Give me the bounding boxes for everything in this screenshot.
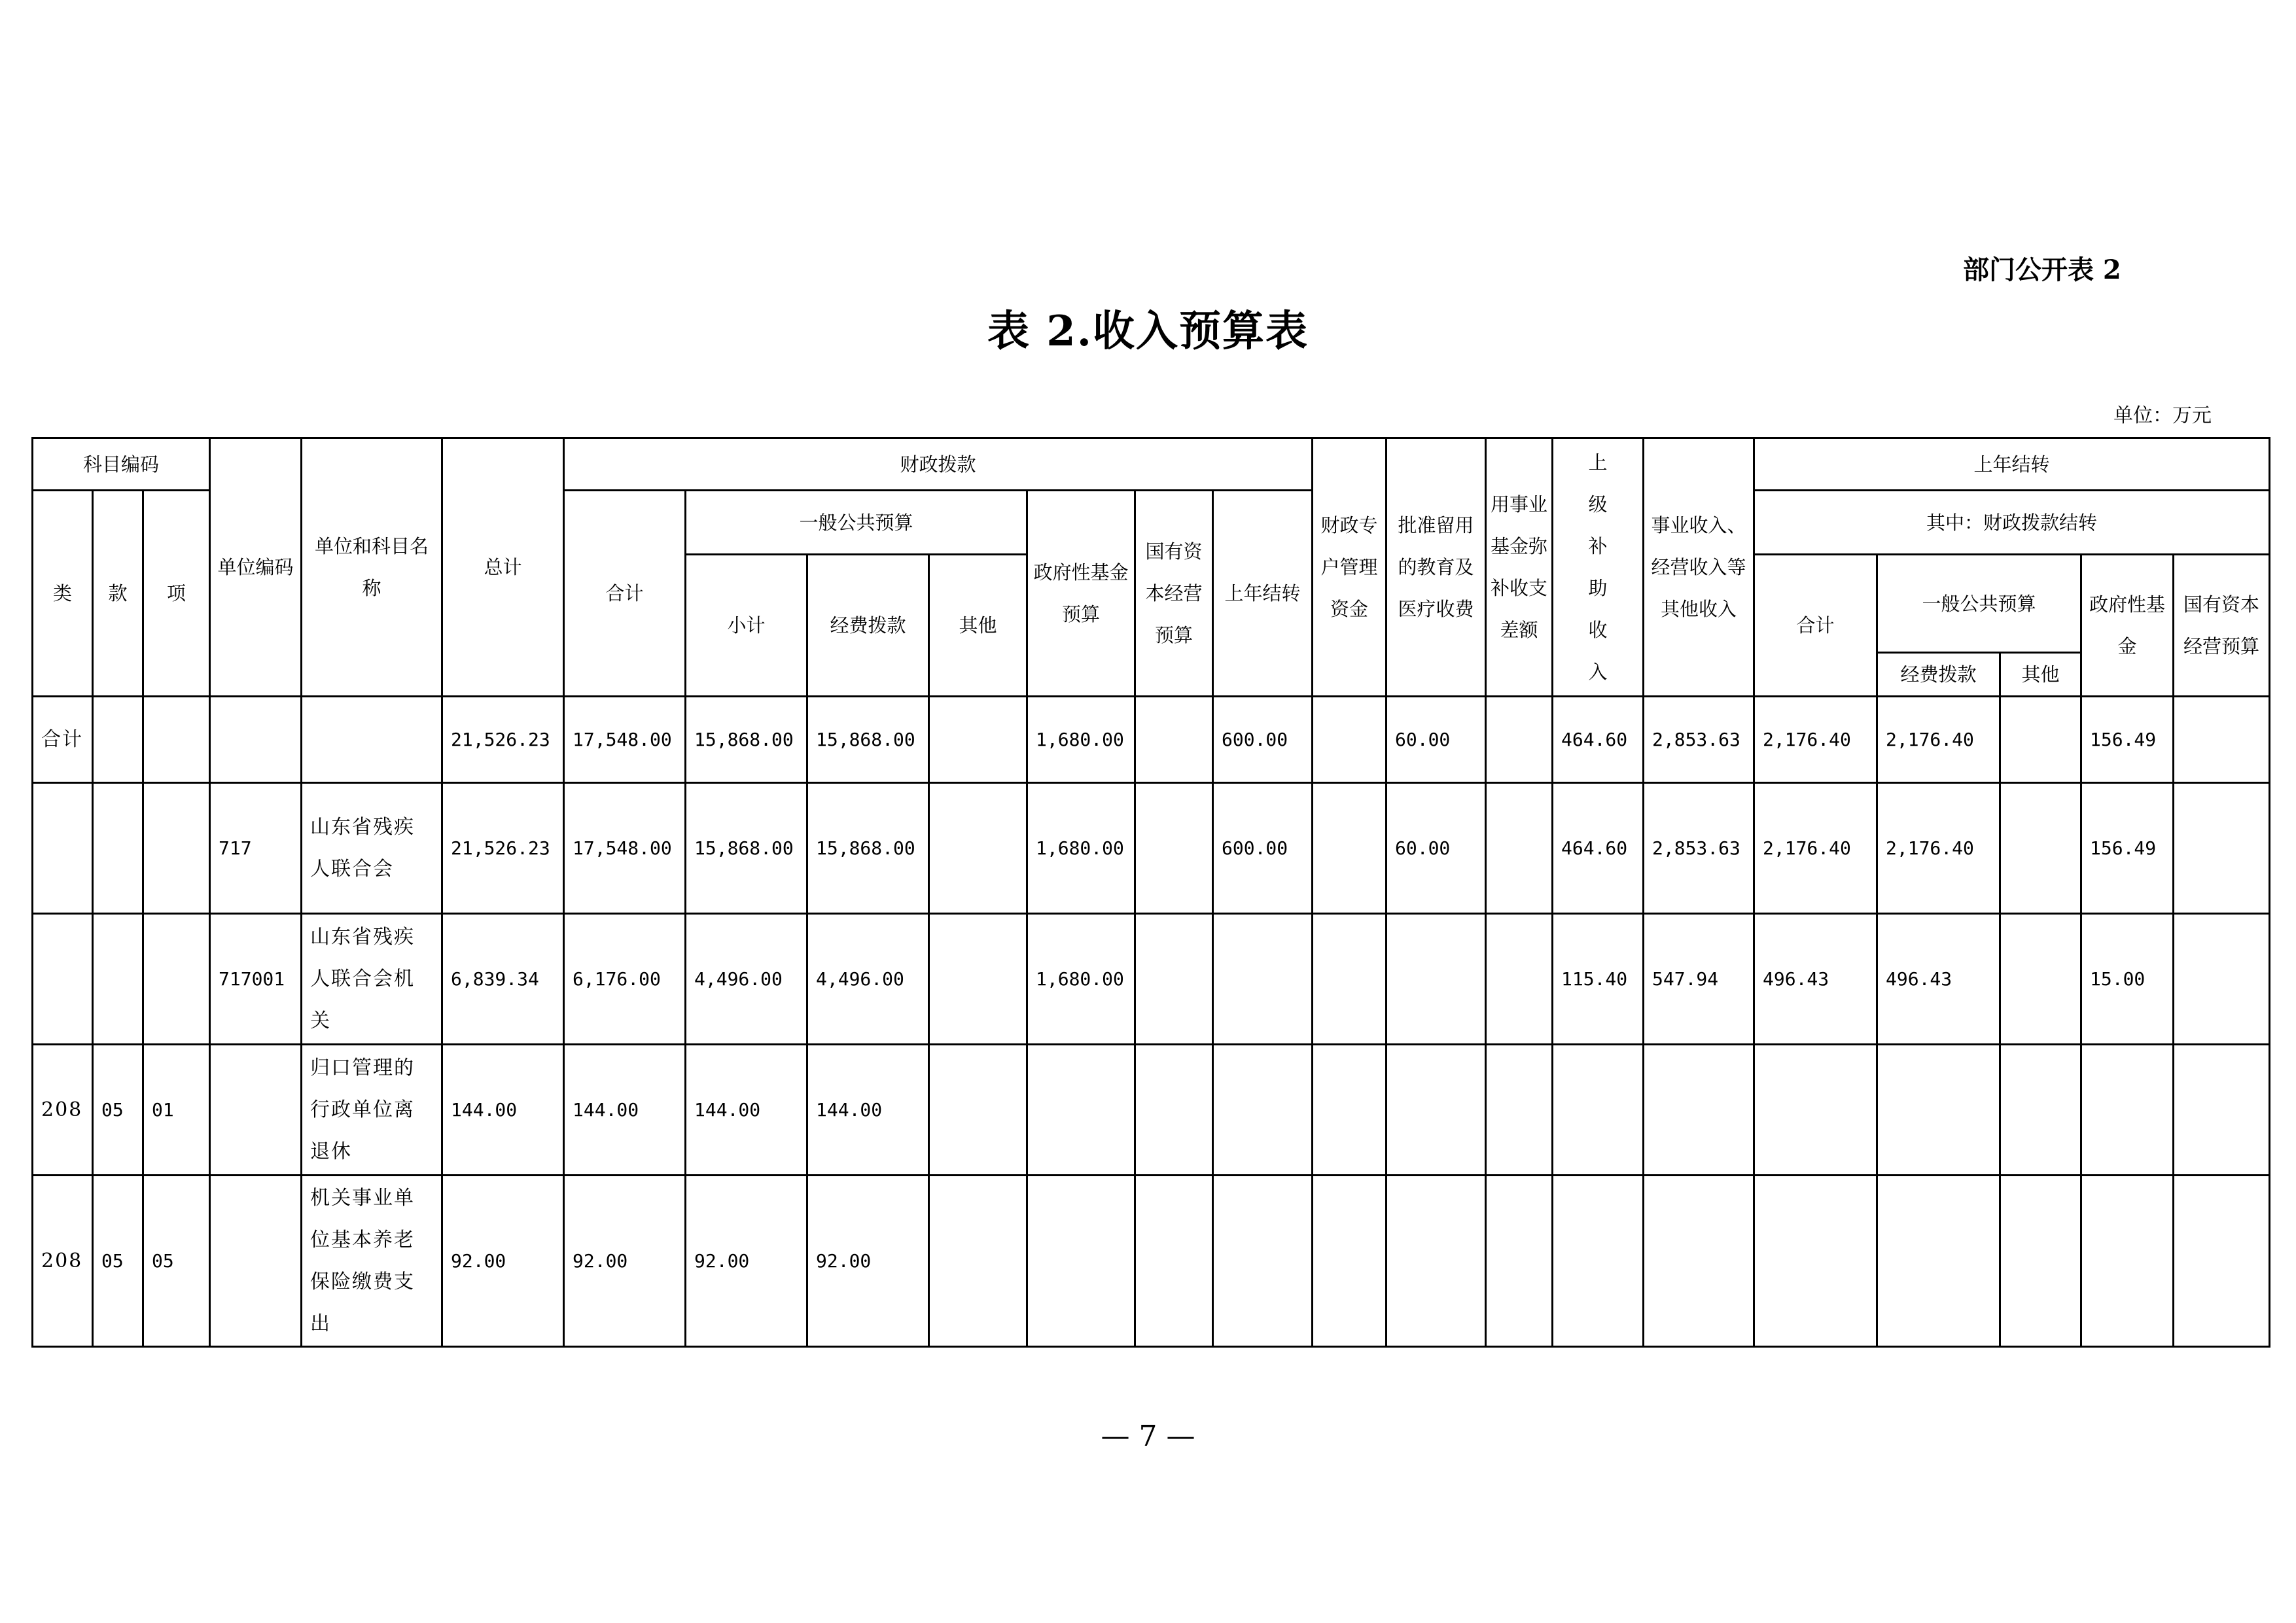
cell-kuan <box>93 697 143 783</box>
cell-co-total <box>1754 1176 1877 1347</box>
cell-state-capital <box>1135 783 1213 914</box>
header-gov-fund: 政府性基金预算 <box>1027 491 1135 697</box>
cell-funding: 92.00 <box>807 1176 929 1347</box>
cell-career-fund <box>1386 1176 1486 1347</box>
header-other: 其他 <box>929 555 1027 697</box>
table-row <box>33 1045 2270 1176</box>
cell-kuan <box>93 914 143 1045</box>
cell-co-funding <box>1877 1176 2000 1347</box>
header-co-general: 一般公共预算 <box>1877 555 2081 653</box>
cell-name: 山东省残疾人联合会机关 <box>302 914 442 1045</box>
cell-unit-code <box>210 1045 302 1176</box>
cell-approved <box>1313 1045 1386 1176</box>
unit-note: 单位：万元 <box>2113 404 2212 427</box>
table-row <box>33 914 2270 1045</box>
header-total: 总计 <box>442 438 564 697</box>
header-approved-retained: 批准留用的教育及医疗收费 <box>1386 438 1486 697</box>
cell-state-capital <box>1135 1045 1213 1176</box>
cell-fiscal-total: 92.00 <box>564 1176 686 1347</box>
header-co-total: 合计 <box>1754 555 1877 697</box>
table-row <box>33 697 2270 783</box>
cell-total: 21,526.23 <box>442 697 564 783</box>
cell-lei: 208 <box>33 1045 93 1176</box>
cell-co-total: 2,176.40 <box>1754 783 1877 914</box>
cell-co-funding <box>1877 1045 2000 1176</box>
header-subtotal: 小计 <box>686 555 807 697</box>
cell-business <box>1553 1176 1644 1347</box>
header-special-account: 财政专户管理资金 <box>1313 438 1386 697</box>
cell-approved <box>1313 914 1386 1045</box>
cell-xiang <box>143 697 210 783</box>
cell-co-gov-fund: 156.49 <box>2081 697 2174 783</box>
header-career-fund: 用事业基金弥补收支差额 <box>1486 438 1553 697</box>
cell-co-state <box>2174 914 2270 1045</box>
cell-business: 464.60 <box>1553 697 1644 783</box>
header-fiscal-allocation: 财政拨款 <box>564 438 1313 491</box>
cell-gov-fund: 1,680.00 <box>1027 914 1135 1045</box>
cell-unit-code: 717 <box>210 783 302 914</box>
cell-name: 归口管理的行政单位离退休 <box>302 1045 442 1176</box>
page-number: — 7 — <box>1101 1420 1195 1453</box>
header-superior-subsidy-text: 上级补助收入 <box>1588 451 1608 683</box>
cell-superior <box>1486 914 1553 1045</box>
cell-special <box>1213 1176 1313 1347</box>
cell-co-total: 2,176.40 <box>1754 697 1877 783</box>
cell-special <box>1213 1045 1313 1176</box>
header-co-other: 其他 <box>2000 653 2081 697</box>
cell-other <box>929 914 1027 1045</box>
cell-funding: 15,868.00 <box>807 697 929 783</box>
cell-unit-code <box>210 1176 302 1347</box>
cell-subtotal: 144.00 <box>686 1045 807 1176</box>
cell-co-gov-fund: 15.00 <box>2081 914 2174 1045</box>
cell-approved <box>1313 1176 1386 1347</box>
cell-career-fund <box>1386 914 1486 1045</box>
cell-carryover: 2,853.63 <box>1644 783 1754 914</box>
header-business-income: 事业收入、经营收入等其他收入 <box>1644 438 1754 697</box>
cell-other <box>929 697 1027 783</box>
cell-career-fund: 60.00 <box>1386 783 1486 914</box>
cell-lei <box>33 783 93 914</box>
cell-name <box>302 697 442 783</box>
header-fiscal-total: 合计 <box>564 491 686 697</box>
document-label: 部门公开表 2 <box>1963 254 2121 285</box>
cell-fiscal-total: 144.00 <box>564 1045 686 1176</box>
cell-co-total <box>1754 1045 1877 1176</box>
page-title: 表 2.收入预算表 <box>987 307 1309 356</box>
cell-co-state <box>2174 697 2270 783</box>
cell-business <box>1553 1045 1644 1176</box>
cell-other <box>929 1176 1027 1347</box>
header-kuan: 款 <box>93 491 143 697</box>
cell-gov-fund: 1,680.00 <box>1027 697 1135 783</box>
cell-co-funding: 2,176.40 <box>1877 783 2000 914</box>
cell-special: 600.00 <box>1213 697 1313 783</box>
cell-xiang <box>143 914 210 1045</box>
cell-fiscal-total: 6,176.00 <box>564 914 686 1045</box>
cell-superior <box>1486 697 1553 783</box>
cell-carryover: 547.94 <box>1644 914 1754 1045</box>
cell-kuan: 05 <box>93 1176 143 1347</box>
cell-gov-fund <box>1027 1176 1135 1347</box>
table-row <box>33 783 2270 914</box>
cell-business: 464.60 <box>1553 783 1644 914</box>
header-unit-code: 单位编码 <box>210 438 302 697</box>
cell-co-other <box>2000 914 2081 1045</box>
cell-funding: 144.00 <box>807 1045 929 1176</box>
cell-co-total: 496.43 <box>1754 914 1877 1045</box>
cell-subtotal: 4,496.00 <box>686 914 807 1045</box>
cell-xiang <box>143 783 210 914</box>
header-co-funding: 经费拨款 <box>1877 653 2000 697</box>
cell-kuan: 05 <box>93 1045 143 1176</box>
cell-co-funding: 496.43 <box>1877 914 2000 1045</box>
header-lei: 类 <box>33 491 93 697</box>
header-of-which: 其中：财政拨款结转 <box>1754 491 2270 555</box>
cell-co-other <box>2000 1176 2081 1347</box>
cell-career-fund: 60.00 <box>1386 697 1486 783</box>
cell-carryover <box>1644 1176 1754 1347</box>
cell-co-state <box>2174 783 2270 914</box>
cell-special <box>1213 914 1313 1045</box>
cell-carryover: 2,853.63 <box>1644 697 1754 783</box>
cell-approved <box>1313 697 1386 783</box>
cell-co-other <box>2000 1045 2081 1176</box>
cell-xiang: 05 <box>143 1176 210 1347</box>
cell-co-gov-fund <box>2081 1045 2174 1176</box>
cell-lei <box>33 914 93 1045</box>
cell-co-gov-fund: 156.49 <box>2081 783 2174 914</box>
cell-superior <box>1486 1176 1553 1347</box>
cell-approved <box>1313 783 1386 914</box>
cell-carryover <box>1644 1045 1754 1176</box>
cell-special: 600.00 <box>1213 783 1313 914</box>
cell-lei: 合计 <box>33 697 93 783</box>
cell-state-capital <box>1135 1176 1213 1347</box>
cell-name: 机关事业单位基本养老保险缴费支出 <box>302 1176 442 1347</box>
cell-kuan <box>93 783 143 914</box>
cell-unit-code <box>210 697 302 783</box>
cell-funding: 15,868.00 <box>807 783 929 914</box>
header-carryover-group: 上年结转 <box>1754 438 2270 491</box>
cell-gov-fund <box>1027 1045 1135 1176</box>
cell-subtotal: 92.00 <box>686 1176 807 1347</box>
cell-co-other <box>2000 697 2081 783</box>
header-unit-name: 单位和科目名称 <box>302 438 442 697</box>
cell-co-gov-fund <box>2081 1176 2174 1347</box>
table-row <box>33 1176 2270 1347</box>
header-co-gov-fund: 政府性基金 <box>2081 555 2174 697</box>
cell-subtotal: 15,868.00 <box>686 783 807 914</box>
cell-lei: 208 <box>33 1176 93 1347</box>
header-state-capital: 国有资本经营预算 <box>1135 491 1213 697</box>
cell-total: 21,526.23 <box>442 783 564 914</box>
header-subject-code: 科目编码 <box>33 438 210 491</box>
cell-co-funding: 2,176.40 <box>1877 697 2000 783</box>
cell-co-state <box>2174 1176 2270 1347</box>
income-budget-table <box>31 437 2270 1348</box>
cell-total: 92.00 <box>442 1176 564 1347</box>
header-carryover: 上年结转 <box>1213 491 1313 697</box>
cell-state-capital <box>1135 914 1213 1045</box>
cell-other <box>929 1045 1027 1176</box>
cell-superior <box>1486 1045 1553 1176</box>
cell-name: 山东省残疾人联合会 <box>302 783 442 914</box>
cell-subtotal: 15,868.00 <box>686 697 807 783</box>
cell-unit-code: 717001 <box>210 914 302 1045</box>
cell-co-state <box>2174 1045 2270 1176</box>
cell-gov-fund: 1,680.00 <box>1027 783 1135 914</box>
header-superior-subsidy <box>1553 438 1644 697</box>
header-general-budget: 一般公共预算 <box>686 491 1027 555</box>
cell-xiang: 01 <box>143 1045 210 1176</box>
header-co-state-capital: 国有资本经营预算 <box>2174 555 2270 697</box>
cell-fiscal-total: 17,548.00 <box>564 697 686 783</box>
cell-fiscal-total: 17,548.00 <box>564 783 686 914</box>
cell-total: 144.00 <box>442 1045 564 1176</box>
cell-superior <box>1486 783 1553 914</box>
header-xiang: 项 <box>143 491 210 697</box>
cell-state-capital <box>1135 697 1213 783</box>
cell-other <box>929 783 1027 914</box>
cell-total: 6,839.34 <box>442 914 564 1045</box>
header-funding: 经费拨款 <box>807 555 929 697</box>
cell-business: 115.40 <box>1553 914 1644 1045</box>
cell-funding: 4,496.00 <box>807 914 929 1045</box>
cell-career-fund <box>1386 1045 1486 1176</box>
cell-co-other <box>2000 783 2081 914</box>
